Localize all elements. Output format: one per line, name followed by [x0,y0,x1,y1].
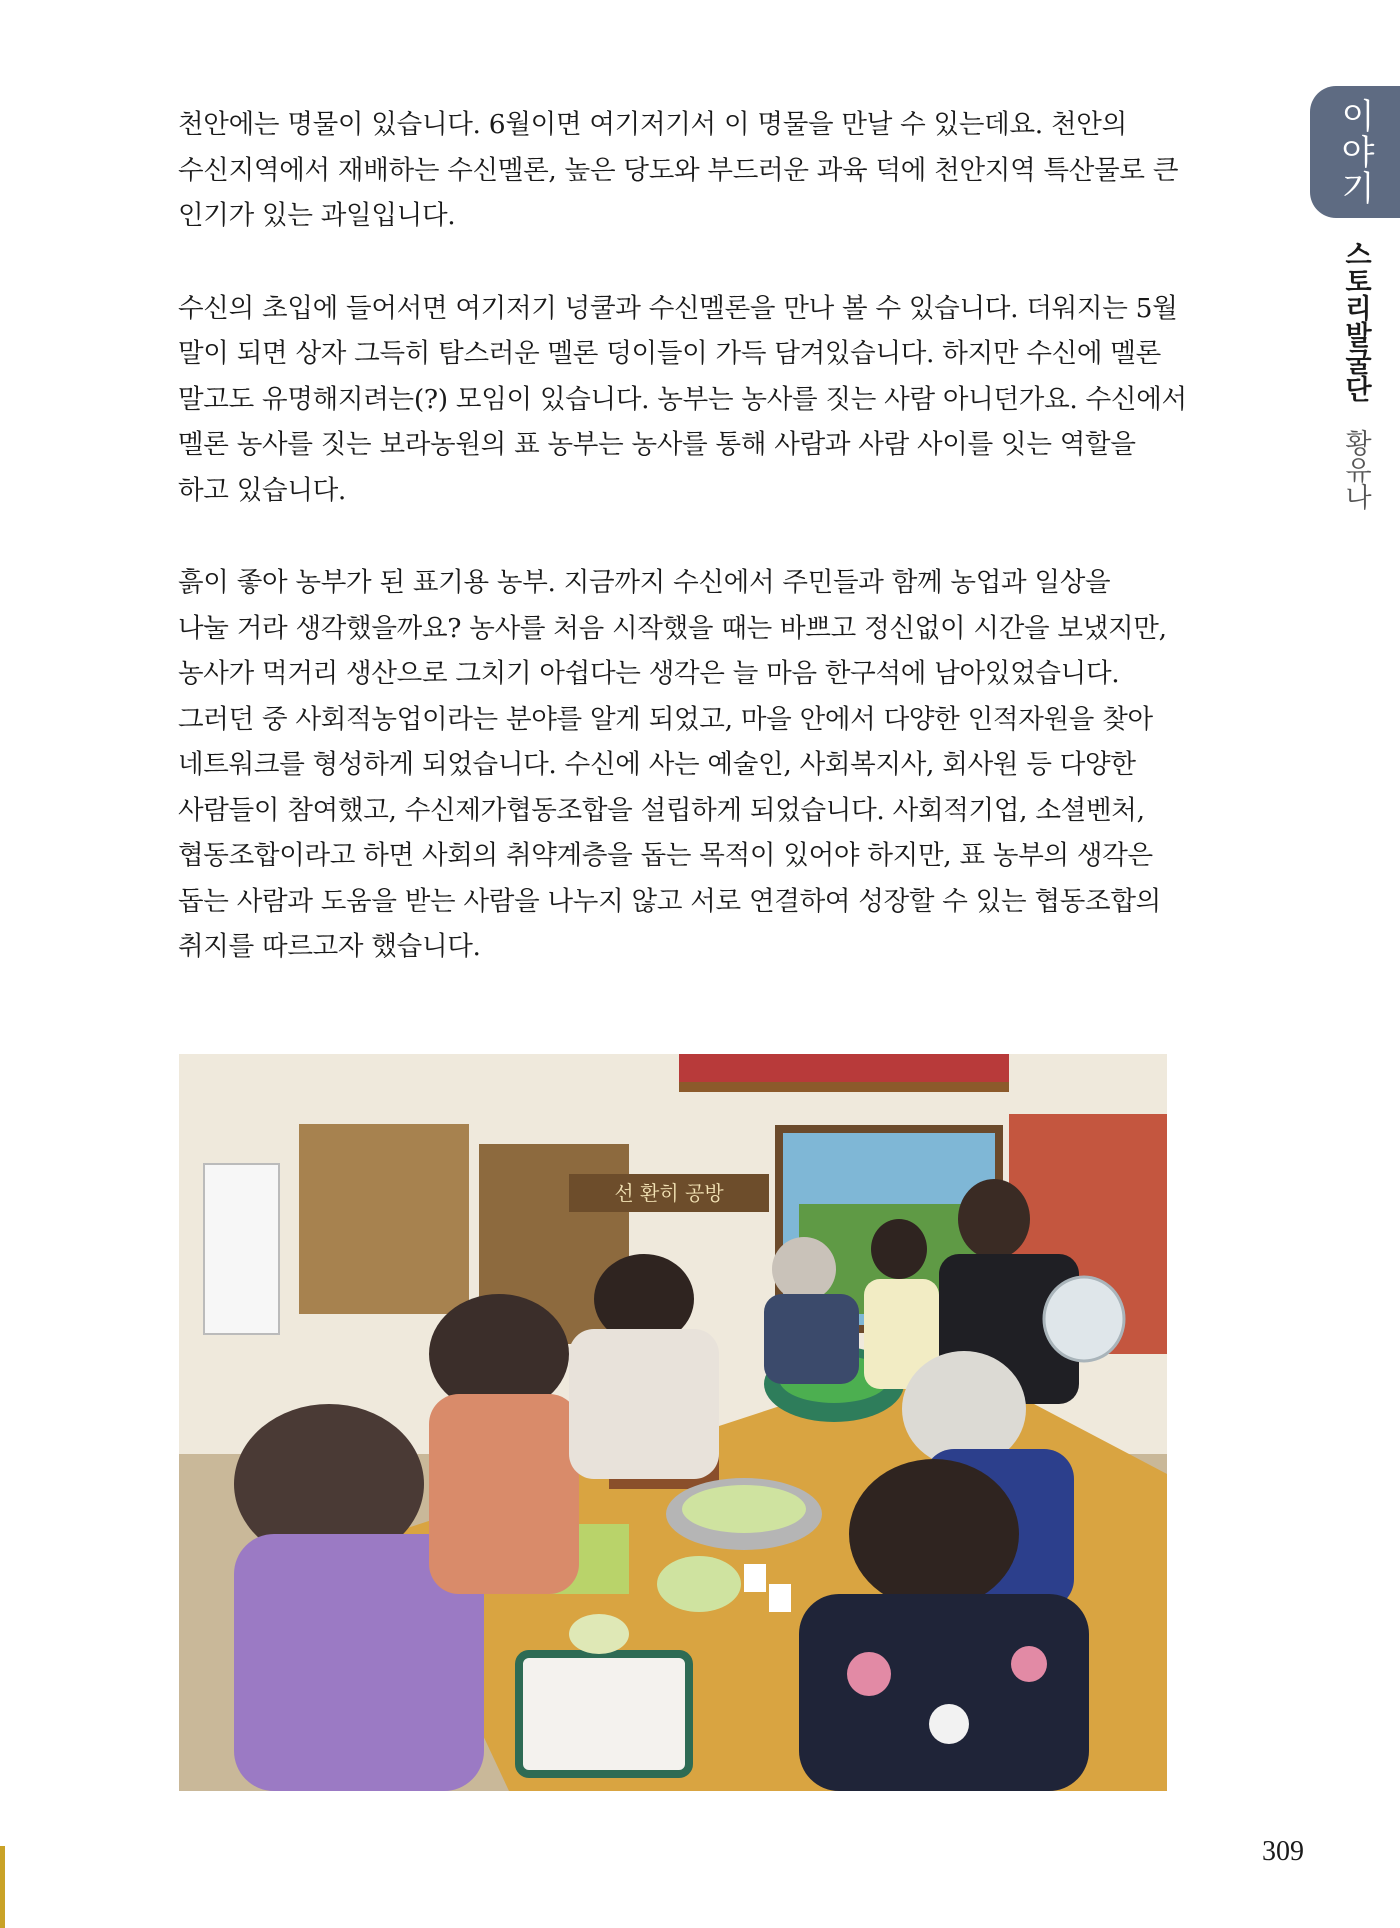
photo-fan [1044,1277,1124,1361]
article-body [178,102,1187,1017]
photo-cup [769,1584,791,1612]
section-tab-label: 이야기 [1334,98,1375,206]
text-line: 협동조합이라고 하면 사회의 취약계층을 돕는 목적이 있어야 하지만, 표 농부의 생각은 [178,840,1153,871]
page-edge-mark [0,1846,5,1928]
photo-cutting-board [519,1654,689,1774]
text-line: 농사가 먹거리 생산으로 그치기 아쉽다는 생각은 늘 마음 한구석에 남아있었습니다. [178,658,1120,689]
paragraph-1 [178,102,1178,239]
text-line: 그러던 중 사회적농업이라는 분야를 알게 되었고, 마을 안에서 다양한 인적자원을 찾아 [178,703,1153,735]
photo-sign-text: 선 환히 공방 [614,1181,724,1205]
photo-bunting [679,1054,1009,1082]
text-line: 네트워크를 형성하게 되었습니다. 수신에 사는 예술인, 사회복지사, 회사원 등 다양한 [178,749,1136,780]
text-line: 하고 있습니다. [178,474,347,506]
text-line: 천안에는 명물이 있습니다. 6월이면 여기저기서 이 명물을 만날 수 있는데요. 천안의 [178,109,1127,140]
series-caption [1338,240,1372,510]
photo-illustration [179,1054,1167,1791]
photo-cup [744,1564,766,1592]
text-line: 수신지역에서 재배하는 수신멜론, 높은 당도와 부드러운 과육 덕에 천안지역 특산물로 큰 [178,154,1179,186]
text-line: 수신의 초입에 들어서면 여기저기 넝쿨과 수신멜론을 만나 볼 수 있습니다. 더워지는 5월 [178,292,1178,324]
photo-person-back-left [429,1294,579,1594]
workshop-photo [179,1054,1167,1791]
text-line: 말이 되면 상자 그득히 탐스러운 멜론 덩이들이 가득 담겨있습니다. 하지만 수신에 멜론 [178,338,1161,369]
photo-cabbage [657,1556,741,1612]
text-line: 돕는 사람과 도움을 받는 사람을 나누지 않고 서로 연결하여 성장할 수 있는 협동조합의 [178,885,1161,917]
page-number: 309 [1262,1836,1304,1867]
section-tab [1310,86,1400,218]
photo-cabbage-bowl [682,1485,806,1533]
text-line: 말고도 유명해지려는(?) 모임이 있습니다. 농부는 농사를 짓는 사람 아니던가요. 수신에서 [178,383,1187,415]
text-line: 인기가 있는 과일입니다. [178,200,456,231]
photo-beam [679,1082,1009,1092]
text-line: 멜론 농사를 짓는 보라농원의 표 농부는 농사를 통해 사람과 사람 사이를 잇는 역할을 [178,429,1136,460]
paragraph-2 [178,286,1187,514]
photo-shelf-left [299,1124,469,1314]
photo-cabbage-leaf [569,1614,629,1654]
text-line: 나눌 거라 생각했을까요? 농사를 처음 시작했을 때는 바쁘고 정신없이 시간을 보냈지만, [178,612,1167,644]
series-author: 황유나 [1340,428,1371,510]
text-line: 흙이 좋아 농부가 된 표기용 농부. 지금까지 수신에서 주민들과 함께 농업과 일상을 [178,567,1111,598]
text-line: 취지를 따르고자 했습니다. [178,931,481,962]
text-line: 사람들이 참여했고, 수신제가협동조합을 설립하게 되었습니다. 사회적기업, 소셜벤처, [178,794,1145,826]
paragraph-3 [178,560,1178,970]
photo-whiteboard [204,1164,279,1334]
series-name: 스토리발굴단 [1340,240,1371,402]
